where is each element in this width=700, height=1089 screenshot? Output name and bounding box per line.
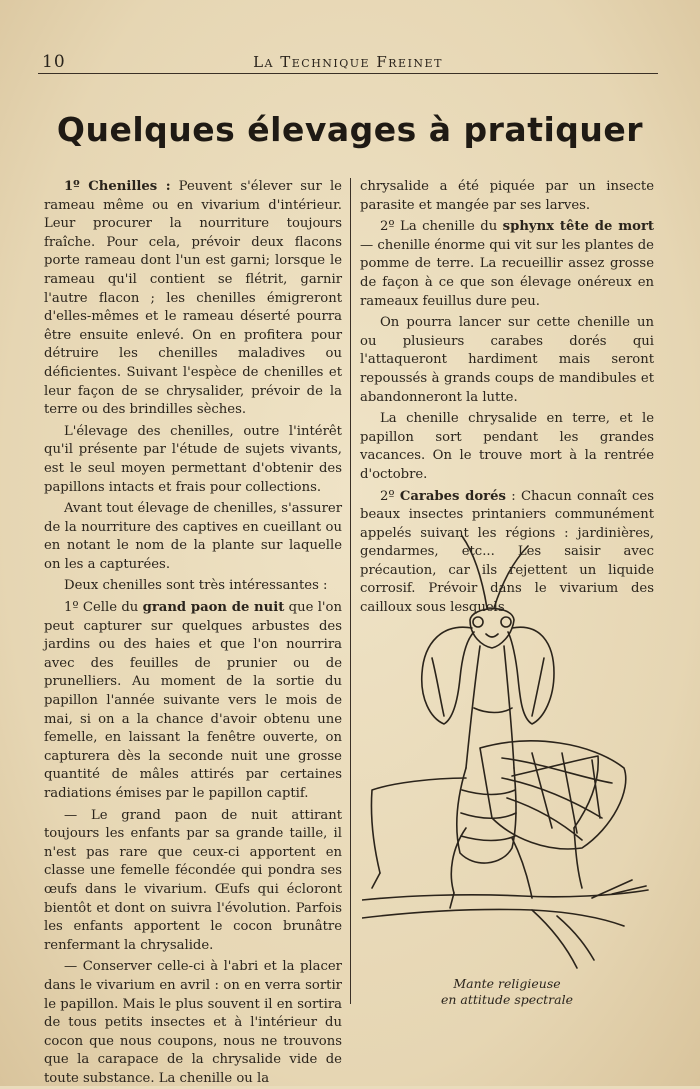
paragraph: [360, 314, 654, 407]
paragraph-text: La chenille chrysalide en terre, et le papillon sort pendant les grandes vacances. On le trouve mort à la rentrée d'octobre.: [360, 411, 654, 482]
paragraph: [360, 178, 654, 215]
header-rule: [38, 73, 658, 74]
paragraph-text: On pourra lancer sur cette chenille un ou plusieurs carabes dorés qui l'attaqueront hardiment mais seront repoussés à grands coups de mandibules et abandonneront la lutte.: [360, 315, 654, 405]
paragraph-text: : Chacun connaît ces beaux insectes printaniers communément appelés suivant les régions : jardinières, gendarmes, etc... Les saisir avec précaution, car ils rejettent un liquide corrosif. Prévoir dans le vivarium des cailloux sous lesquels: [360, 488, 654, 616]
paragraph: [44, 178, 342, 420]
praying-mantis-icon: [362, 528, 652, 982]
page-number: 10: [42, 52, 66, 72]
paragraph-text: — chenille énorme qui vit sur les plantes de pomme de terre. La recueillir assez grosse de façon à ce que son élevage onéreux en rameaux feuillus dure peu.: [360, 237, 654, 309]
paragraph-text: chrysalide a été piquée par un insecte parasite et mangée par ses larves.: [360, 179, 654, 213]
paragraph-text: Avant tout élevage de chenilles, s'assurer de la nourriture des captives en cueillant ou en notant le nom de la plante sur laquelle on les a capturées.: [44, 501, 343, 572]
paragraph-bold-term: grand paon de nuit: [142, 600, 285, 616]
running-title: La Technique Freinet: [253, 53, 443, 71]
right-column: [360, 178, 654, 616]
caption-line-1: Mante religieuse: [453, 976, 561, 991]
paragraph: [44, 423, 342, 497]
caption-line-2: en attitude spectrale: [440, 992, 574, 1007]
paragraph-text: Deux chenilles sont très intéressantes :: [64, 578, 328, 594]
paragraph-lead: 2º La chenille du: [380, 219, 503, 235]
paragraph-text: L'élevage des chenilles, outre l'intérêt qu'il présente par l'étude de sujets vivants, est le seul moyen permettant d'obtenir des papillons intacts et frais pour collections.: [44, 423, 342, 495]
paragraph: [44, 807, 342, 956]
paragraph-bold-term: sphynx tête de mort: [502, 219, 654, 235]
paragraph-lead: 1º Celle du: [64, 600, 143, 616]
figure-caption: [360, 976, 654, 1008]
paragraph-text: — Conserver celle-ci à l'abri et la placer dans le vivarium en avril : on en verra sortir le papillon. Mais le plus souvent il en sortira de tous petits insectes et à l'intérieur du cocon que nous coupons, nous ne trouvons que la carapace de la chrysalide vide de toute substance. La chenille ou la: [44, 959, 342, 1086]
mantis-illustration: [362, 528, 652, 982]
paragraph: [44, 577, 342, 596]
paragraph-text: — Le grand paon de nuit attirant toujours les enfants par sa grande taille, il n'est pas rare que ceux-ci apportent en classe une femelle fécondée qui pondra ses œufs dans le vivarium. Œufs qui écloront bientôt et dont on suivra l'évolution. Parfois les enfants apportent le cocon brunâtre renfermant la chrysalide.: [44, 807, 342, 953]
left-column: [44, 178, 343, 1086]
paragraph-lead: 1º Chenilles :: [64, 179, 171, 194]
page-header: [38, 48, 658, 72]
paragraph: [360, 218, 654, 311]
paragraph-text: Peuvent s'élever sur le rameau même ou en vivarium d'intérieur. Leur procurer la nourriture toujours fraîche. Pour cela, prévoir deux flacons porte rameau dont l'un est garni; lorsque le rameau qu'il contient se flétrit, garnir l'autre flacon ; les chenilles émigreront d'elles-mêmes et le rameau déserté pourra être ensuite enlevé. On en profitera pour détruire les chenilles maladives ou déficientes. Suivant l'espèce de chenilles et leur façon de se chrysalider, prévoir de la terre ou des brindilles sèches.: [44, 179, 342, 418]
paragraph-lead: 2º: [380, 488, 400, 504]
paragraph: [44, 958, 342, 1088]
paragraph: [44, 500, 342, 574]
column-divider: [350, 178, 351, 1004]
paragraph-text: que l'on peut capturer sur quelques arbustes des jardins ou des haies et que l'on nourrira avec des feuilles de prunier ou de prunelliers. Au moment de la sortie du papillon l'année suivante vers le mois de mai, si on a la chance d'avoir obtenu une femelle, en laissant la fenêtre ouverte, on capturera dès la seconde nuit une grosse quantité de mâles attirés par certaines radiations émises par le papillon captif.: [44, 600, 342, 801]
paragraph: [360, 410, 654, 484]
paragraph: [44, 599, 342, 804]
article-title: Quelques élevages à pratiquer: [56, 110, 644, 149]
paragraph-bold-term: Carabes dorés: [399, 488, 506, 504]
